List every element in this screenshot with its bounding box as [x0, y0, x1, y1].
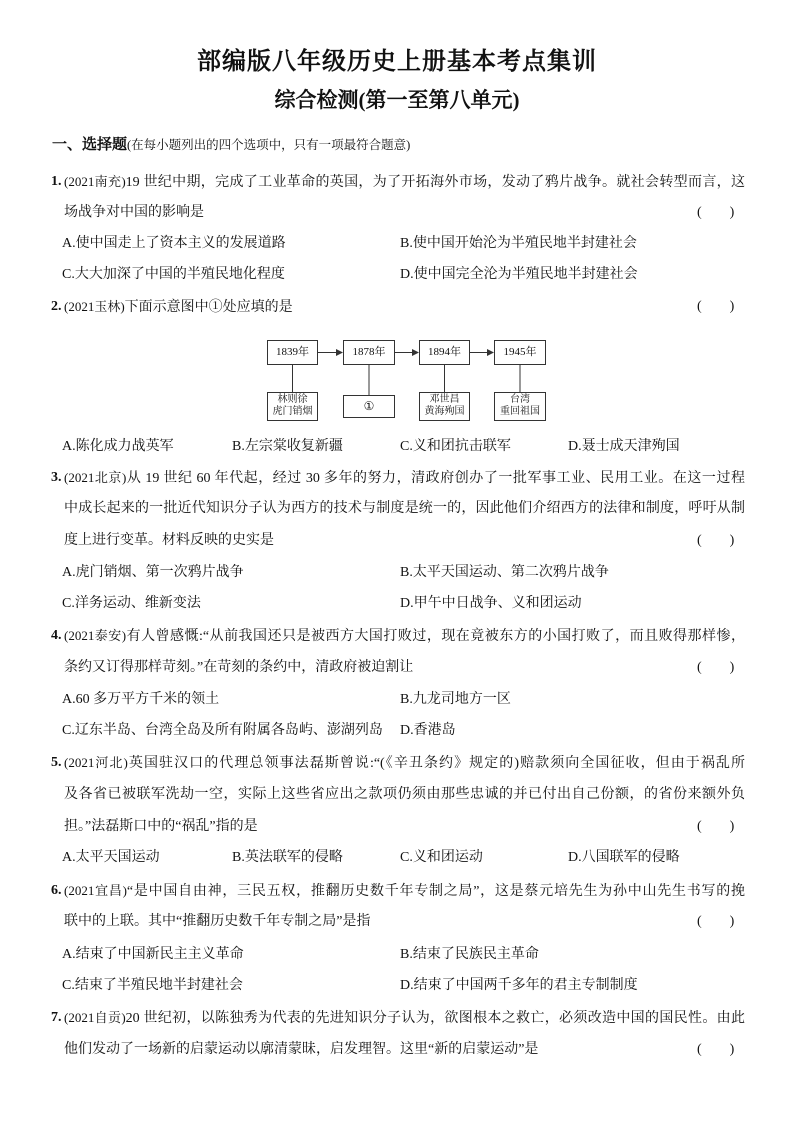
timeline-event	[494, 392, 546, 421]
question-number: 7.	[51, 1010, 62, 1025]
timeline-event-line: 林则徐	[277, 394, 308, 405]
timeline-event-line: 黄海殉国	[424, 406, 465, 417]
question-stem-line	[64, 297, 745, 318]
section-header	[52, 135, 410, 155]
timeline-year: 1878年	[343, 340, 395, 365]
option-a: A.结束了中国新民主主义革命	[62, 947, 244, 962]
question-stem-line	[64, 881, 745, 902]
timeline-year: 1945年	[494, 340, 546, 365]
option-b: B.使中国开始沦为半殖民地半封建社会	[400, 236, 637, 251]
page-subtitle: 综合检测(第一至第八单元)	[274, 88, 520, 112]
question-text: 20 世纪初，以陈独秀为代表的先进知识分子认为，欲图根本之救亡，必须改造中国的国民性。由此	[125, 1011, 745, 1026]
timeline-year: 1894年	[419, 340, 470, 365]
question-stem-line: 条约又订得那样苛刻。”在苛刻的条约中，清政府被迫割让	[64, 660, 414, 675]
option-c: C.义和团运动	[400, 850, 483, 865]
answer-bracket: ( )	[697, 533, 735, 548]
option-c: C.辽东半岛、台湾全岛及所有附属各岛屿、澎湖列岛	[62, 723, 383, 738]
section-label: 一、选择题	[52, 137, 128, 153]
question-text: 下面示意图中①处应填的是	[124, 300, 293, 315]
timeline-event-line: 重回祖国	[500, 406, 540, 417]
question-stem-line: 及各省已被联军洗劫一空，实际上这些省应出之款项仍须由那些忠诚的并已付出自己份额，的省份来额外负	[64, 787, 745, 802]
timeline-event-line: 台湾	[510, 394, 530, 405]
option-b: B.太平天国运动、第二次鸦片战争	[400, 565, 609, 580]
answer-bracket: ( )	[697, 1042, 735, 1057]
option-c: C.结束了半殖民地半封建社会	[62, 978, 243, 993]
question-source: (2021玉林)	[64, 299, 125, 314]
option-b: B.结束了民族民主革命	[400, 947, 539, 962]
option-c: C.洋务运动、维新变法	[62, 596, 201, 611]
answer-bracket: ( )	[697, 299, 735, 314]
answer-bracket: ( )	[697, 914, 735, 929]
timeline-event-line: ①	[363, 399, 375, 413]
option-d: D.八国联军的侵略	[568, 850, 680, 865]
question-source: (2021河北)	[64, 755, 128, 770]
timeline-event-line: 邓世昌	[429, 394, 460, 405]
option-a: A.陈化成力战英军	[62, 439, 174, 454]
option-a: A.虎门销烟、第一次鸦片战争	[62, 565, 244, 580]
question-stem-line	[64, 172, 745, 193]
answer-bracket: ( )	[697, 819, 735, 834]
question-stem-line	[64, 1008, 745, 1029]
question-source: (2021泰安)	[64, 628, 127, 643]
option-d: D.使中国完全沦为半殖民地半封建社会	[400, 267, 638, 282]
question-source: (2021自贡)	[64, 1010, 126, 1025]
question-stem-line	[64, 468, 745, 489]
option-c: C.义和团抗击联军	[400, 439, 511, 454]
question-number: 1.	[51, 174, 62, 189]
question-number: 4.	[51, 628, 62, 643]
option-a: A.使中国走上了资本主义的发展道路	[62, 236, 286, 251]
timeline-event	[267, 392, 318, 421]
question-stem-line: 他们发动了一场新的启蒙运动以廓清蒙昧，启发理智。这里“新的启蒙运动”是	[64, 1042, 539, 1057]
timeline-event-line: 虎门销烟	[272, 406, 313, 417]
question-number: 6.	[51, 883, 62, 898]
timeline-year: 1839年	[267, 340, 318, 365]
question-stem-line: 担。”法磊斯口中的“祸乱”指的是	[64, 819, 258, 834]
page-title: 部编版八年级历史上册基本考点集训	[197, 49, 597, 75]
question-stem-line	[64, 753, 745, 774]
option-d: D.结束了中国两千多年的君主专制制度	[400, 978, 638, 993]
section-note: (在每小题列出的四个选项中，只有一项最符合题意)	[127, 138, 411, 152]
option-b: B.九龙司地方一区	[400, 692, 511, 707]
question-text: 英国驻汉口的代理总领事法磊斯曾说:“(《辛丑条约》规定的)赔款须向全国征收，但由于祸乱所	[127, 756, 745, 771]
question-stem-line: 场战争对中国的影响是	[64, 205, 204, 220]
option-c: C.大大加深了中国的半殖民地化程度	[62, 267, 285, 282]
question-source: (2021南充)	[64, 174, 126, 189]
question-stem-line: 联中的上联。其中“推翻历史数千年专制之局”是指	[64, 914, 371, 929]
option-b: B.英法联军的侵略	[232, 850, 343, 865]
question-number: 5.	[51, 755, 62, 770]
question-text: “是中国自由神，三民五权，推翻历史数千年专制之局”，这是蔡元培先生为孙中山先生书写的挽	[126, 884, 745, 899]
option-d: D.聂士成天津殉国	[568, 439, 680, 454]
option-d: D.甲午中日战争、义和团运动	[400, 596, 582, 611]
question-number: 2.	[51, 299, 62, 314]
option-d: D.香港岛	[400, 723, 456, 738]
question-source: (2021北京)	[64, 470, 127, 485]
question-stem-line: 度上进行变革。材料反映的史实是	[64, 533, 274, 548]
question-text: 19 世纪中期，完成了工业革命的英国，为了开拓海外市场，发动了鸦片战争。就社会转型而言，这	[125, 175, 745, 190]
question-stem-line: 中成长起来的一批近代知识分子认为西方的技术与制度是统一的，因此他们介绍西方的法律和制度，呼吁从制	[64, 501, 745, 516]
timeline-event-blank	[343, 395, 395, 418]
option-b: B.左宗棠收复新疆	[232, 439, 343, 454]
question-number: 3.	[51, 470, 62, 485]
timeline-event	[419, 392, 470, 421]
question-text: 有人曾感慨:“从前我国还只是被西方大国打败过，现在竟被东方的小国打败了，而且败得那样惨，	[126, 629, 745, 644]
answer-bracket: ( )	[697, 205, 735, 220]
option-a: A.60 多万平方千米的领土	[62, 692, 220, 707]
question-source: (2021宜昌)	[64, 883, 127, 898]
question-text: 从 19 世纪 60 年代起，经过 30 多年的努力，清政府创办了一批军事工业、民用工业。在这一过程	[126, 471, 745, 486]
option-a: A.太平天国运动	[62, 850, 160, 865]
question-stem-line	[64, 626, 745, 647]
answer-bracket: ( )	[697, 660, 735, 675]
